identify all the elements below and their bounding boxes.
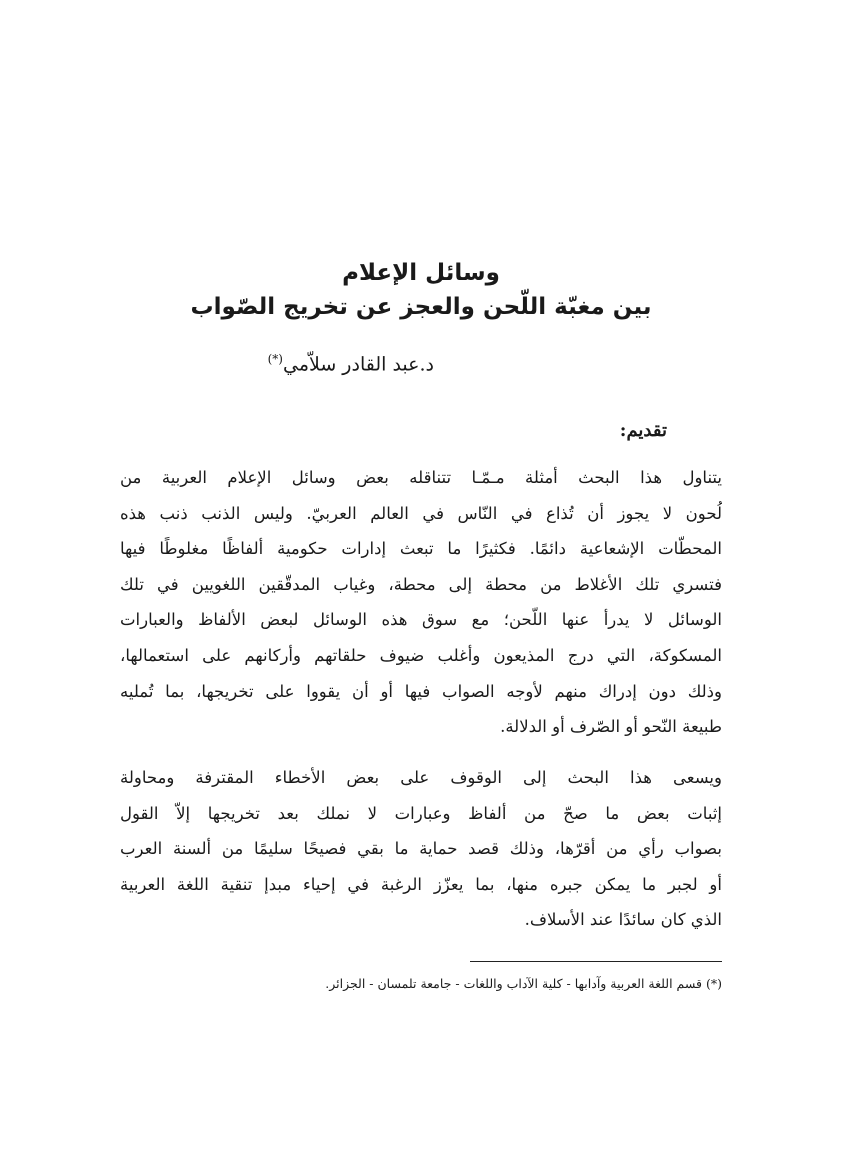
paragraph-line: المحطّات الإشعاعية دائمًا. فكثيرًا ما تبعث إدارات حكومية ألفاظًا مغلوطًا فيها <box>120 539 722 559</box>
paragraph-line: بصواب رأي من أقرّها، وذلك قصد حماية ما بقي فصيحًا سليمًا من ألسنة العرب <box>120 839 722 859</box>
paragraph-2 <box>120 760 722 938</box>
paragraph-line: الوسائل لا يدرأ عنها اللّحن؛ مع سوق هذه الوسائل لبعض الألفاظ والعبارات <box>120 610 722 630</box>
paragraph-line: ويسعى هذا البحث إلى الوقوف على بعض الأخطاء المقترفة ومحاولة <box>120 768 722 787</box>
article-title <box>120 256 722 324</box>
paragraph-line: أو لجبر ما يمكن جبره منها، بما يعزّز الرغبة في إحياء مبدإ تنقية اللغة العربية <box>120 874 722 894</box>
footnote-marker: (*) <box>267 352 283 366</box>
title-line-1: وسائل الإعلام <box>342 260 500 286</box>
paragraph-1 <box>120 460 722 745</box>
title-line-2: بين مغبّة اللّحن والعجز عن تخريج الصّواب <box>190 294 652 320</box>
paragraph-line: وذلك دون إدراك منهم لأوجه الصواب فيها أو أن يقووا على تخريجها، بما تُمليه <box>120 681 722 701</box>
author-byline <box>268 352 434 375</box>
paragraph-line: طبيعة النّحو أو الصّرف أو الدلالة. <box>500 717 722 737</box>
section-heading: تقديم: <box>619 420 667 441</box>
paragraph-line: المسكوكة، التي درج المذيعون وأغلب ضيوف حلقاتهم وأركانهم على استعمالها، <box>120 645 722 665</box>
footnote: (*) قسم اللغة العربية وآدابها - كلية الآداب واللغات - جامعة تلمسان - الجزائر. <box>325 976 722 991</box>
paragraph-line: لُحون لا يجوز أن تُذاع في النّاس في العالم العربيّ. وليس الذنب ذنب هذه <box>120 503 722 523</box>
paragraph-line: يتناول هذا البحث أمثلة مـمّـا تتناقله بعض وسائل الإعلام العربية من <box>120 468 722 487</box>
paragraph-line: فتسري تلك الأغلاط من محطة إلى محطة، وغياب المدقّقين اللغويين في تلك <box>120 574 722 594</box>
paragraph-line: إثبات بعض ما صحّ من ألفاظ وعبارات لا نملك بعد تخريجها إلاّ القول <box>120 803 722 823</box>
author-name: د.عبد القادر سلاّمي <box>283 353 434 376</box>
paragraph-line: الذي كان سائدًا عند الأسلاف. <box>524 910 722 930</box>
footnote-divider <box>470 961 722 962</box>
